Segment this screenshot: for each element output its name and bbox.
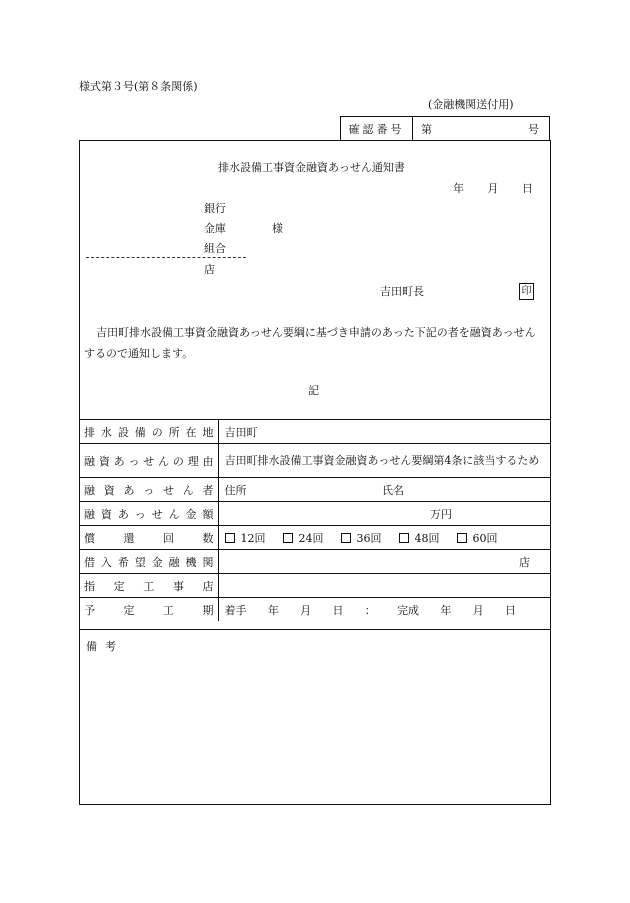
row-location: [80, 420, 550, 444]
checkbox-icon[interactable]: [399, 533, 409, 543]
seal-mark: 印: [519, 283, 534, 300]
label-bank: 借 入 希 望 金 融 機 関: [84, 555, 214, 569]
person-fields[interactable]: [225, 482, 545, 498]
addressee-dashed-line: [86, 257, 246, 258]
bank-type-ten: 店: [204, 263, 215, 276]
bank-suffix: 店: [519, 555, 530, 569]
row-contractor: [80, 574, 550, 598]
bank-type-kumiai: 組合: [204, 242, 226, 255]
remarks-divider: [79, 629, 551, 630]
checkbox-icon[interactable]: [341, 533, 351, 543]
confirmation-suffix: 号: [528, 122, 539, 136]
ki-marker: 記: [308, 384, 319, 397]
address-label: 住所: [224, 483, 247, 497]
name-label: 氏名: [382, 483, 404, 497]
row-bank: [80, 550, 550, 574]
copy-destination-tag: (金融機関送付用): [428, 98, 514, 111]
row-person: [80, 478, 550, 502]
label-repayment: 償 還 回 数: [84, 531, 214, 545]
confirmation-number-box: [340, 116, 550, 140]
honorific-sama: 様: [272, 222, 283, 235]
label-person: 融 資 あ っ せ ん 者: [84, 483, 214, 497]
date-day: 日: [522, 182, 533, 195]
label-location: 排 水 設 備 の 所 在 地: [84, 425, 214, 439]
remarks-label: 備考: [86, 640, 124, 653]
notice-body: 吉田町排水設備工事資金融資あっせん要綱に基づき申請のあった下記の者を融資あっせんするので通知します。: [84, 326, 536, 360]
label-contractor: 指 定 工 事 店: [84, 579, 214, 593]
repay-option-48[interactable]: 48回: [399, 530, 440, 546]
bank-type-ginko: 銀行: [204, 202, 226, 215]
reason-value[interactable]: 吉田町排水設備工事資金融資あっせん要綱第4条に該当するため: [224, 453, 540, 467]
details-table: [80, 419, 550, 621]
repay-option-12[interactable]: 12回: [225, 530, 266, 546]
row-reason: [80, 444, 550, 478]
label-amount: 融 資 あ っ せ ん 金 額: [84, 507, 214, 521]
contractor-field[interactable]: [218, 574, 550, 598]
document-title: 排水設備工事資金融資あっせん通知書: [218, 161, 405, 174]
checkbox-icon[interactable]: [457, 533, 467, 543]
checkbox-icon[interactable]: [225, 533, 235, 543]
label-reason: 融 資 あ っ せ ん の 理 由: [84, 454, 214, 468]
row-amount: [80, 502, 550, 526]
location-value[interactable]: 吉田町: [218, 420, 550, 444]
repay-option-60[interactable]: 60回: [457, 530, 498, 546]
label-schedule: 予 定 工 期: [84, 603, 214, 617]
checkbox-icon[interactable]: [283, 533, 293, 543]
date-year: 年: [453, 182, 464, 195]
amount-field[interactable]: [225, 506, 545, 522]
repayment-options: [225, 530, 545, 546]
repay-option-36[interactable]: 36回: [341, 530, 382, 546]
confirmation-number-field[interactable]: [413, 117, 549, 140]
repay-option-24[interactable]: 24回: [283, 530, 324, 546]
bank-type-kinko: 金庫: [204, 222, 226, 235]
row-schedule: [80, 598, 550, 622]
date-month: 月: [487, 182, 499, 195]
mayor-signature: 吉田町長: [380, 285, 424, 298]
row-repayment: [80, 526, 550, 550]
confirmation-prefix: 第: [421, 122, 432, 136]
bank-field[interactable]: [225, 554, 545, 570]
date-line[interactable]: [453, 183, 533, 194]
amount-unit: 万円: [430, 507, 452, 521]
form-number: 様式第３号(第８条関係): [79, 80, 198, 93]
schedule-field[interactable]: 着手 年 月 日 ： 完成 年 月 日: [224, 603, 516, 617]
confirmation-number-label: 確認番号: [341, 117, 413, 140]
